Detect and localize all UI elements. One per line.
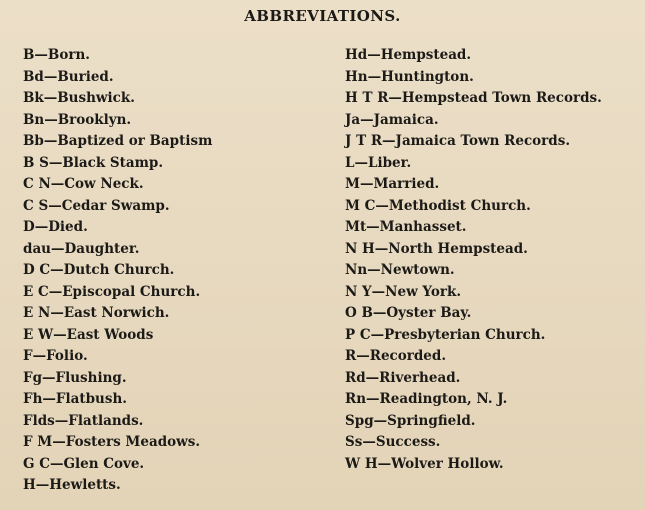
- abbreviation-entry: B S—Black Stamp.: [23, 154, 164, 171]
- abbreviation-entry: Ss—Success.: [345, 434, 441, 450]
- abbreviation-entry: dau—Daughter.: [23, 240, 140, 257]
- abbreviation-entry: P C—Presbyterian Church.: [345, 326, 546, 343]
- abbreviation-entry: C N—Cow Neck.: [23, 176, 144, 192]
- abbreviation-entry: Mt—Manhasset.: [345, 219, 467, 235]
- abbreviation-entry: Fh—Flatbush.: [23, 391, 127, 407]
- abbreviation-entry: Hn—Huntington.: [345, 68, 474, 85]
- abbreviation-entry: J T R—Jamaica Town Records.: [345, 133, 571, 149]
- abbreviations-right-column: [345, 45, 635, 475]
- abbreviation-entry: E N—East Norwich.: [23, 305, 170, 321]
- page-heading: ABBREVIATIONS.: [244, 7, 401, 25]
- abbreviation-entry: L—Liber.: [345, 154, 412, 171]
- abbreviation-entry: Ja—Jamaica.: [345, 111, 439, 128]
- abbreviation-entry: Hd—Hempstead.: [345, 47, 472, 63]
- abbreviation-entry: D C—Dutch Church.: [23, 262, 175, 278]
- abbreviation-entry: G C—Glen Cove.: [23, 455, 145, 472]
- abbreviation-entry: Bk—Bushwick.: [23, 90, 135, 106]
- abbreviation-entry: W H—Wolver Hollow.: [345, 455, 504, 472]
- abbreviation-entry: Rd—Riverhead.: [345, 369, 461, 386]
- abbreviation-entry: M—Married.: [345, 176, 440, 192]
- abbreviation-entry: F M—Fosters Meadows.: [23, 434, 201, 450]
- abbreviation-entry: N H—North Hempstead.: [345, 240, 528, 257]
- abbreviation-entry: R—Recorded.: [345, 348, 447, 364]
- abbreviation-entry: D—Died.: [23, 219, 88, 235]
- abbreviation-entry: O B—Oyster Bay.: [345, 305, 472, 321]
- abbreviations-left-column: [23, 45, 323, 497]
- abbreviation-entry: Spg—Springfield.: [345, 412, 476, 429]
- abbreviation-entry: N Y—New York.: [345, 283, 462, 300]
- abbreviation-entry: Fg—Flushing.: [23, 369, 127, 386]
- abbreviation-entry: H—Hewletts.: [23, 477, 121, 493]
- abbreviation-entry: Bd—Buried.: [23, 68, 114, 85]
- abbreviation-entry: M C—Methodist Church.: [345, 197, 531, 214]
- abbreviation-entry: Flds—Flatlands.: [23, 412, 144, 429]
- abbreviation-entry: E W—East Woods: [23, 326, 154, 343]
- abbreviation-entry: C S—Cedar Swamp.: [23, 197, 170, 214]
- abbreviation-entry: Bn—Brooklyn.: [23, 111, 132, 128]
- abbreviation-entry: H T R—Hempstead Town Records.: [345, 90, 602, 106]
- abbreviation-entry: F—Folio.: [23, 348, 88, 364]
- abbreviation-entry: B—Born.: [23, 47, 90, 63]
- abbreviation-entry: Rn—Readington, N. J.: [345, 391, 508, 407]
- abbreviation-entry: E C—Episcopal Church.: [23, 283, 201, 300]
- abbreviation-entry: Bb—Baptized or Baptism: [23, 133, 213, 149]
- abbreviation-entry: Nn—Newtown.: [345, 262, 455, 278]
